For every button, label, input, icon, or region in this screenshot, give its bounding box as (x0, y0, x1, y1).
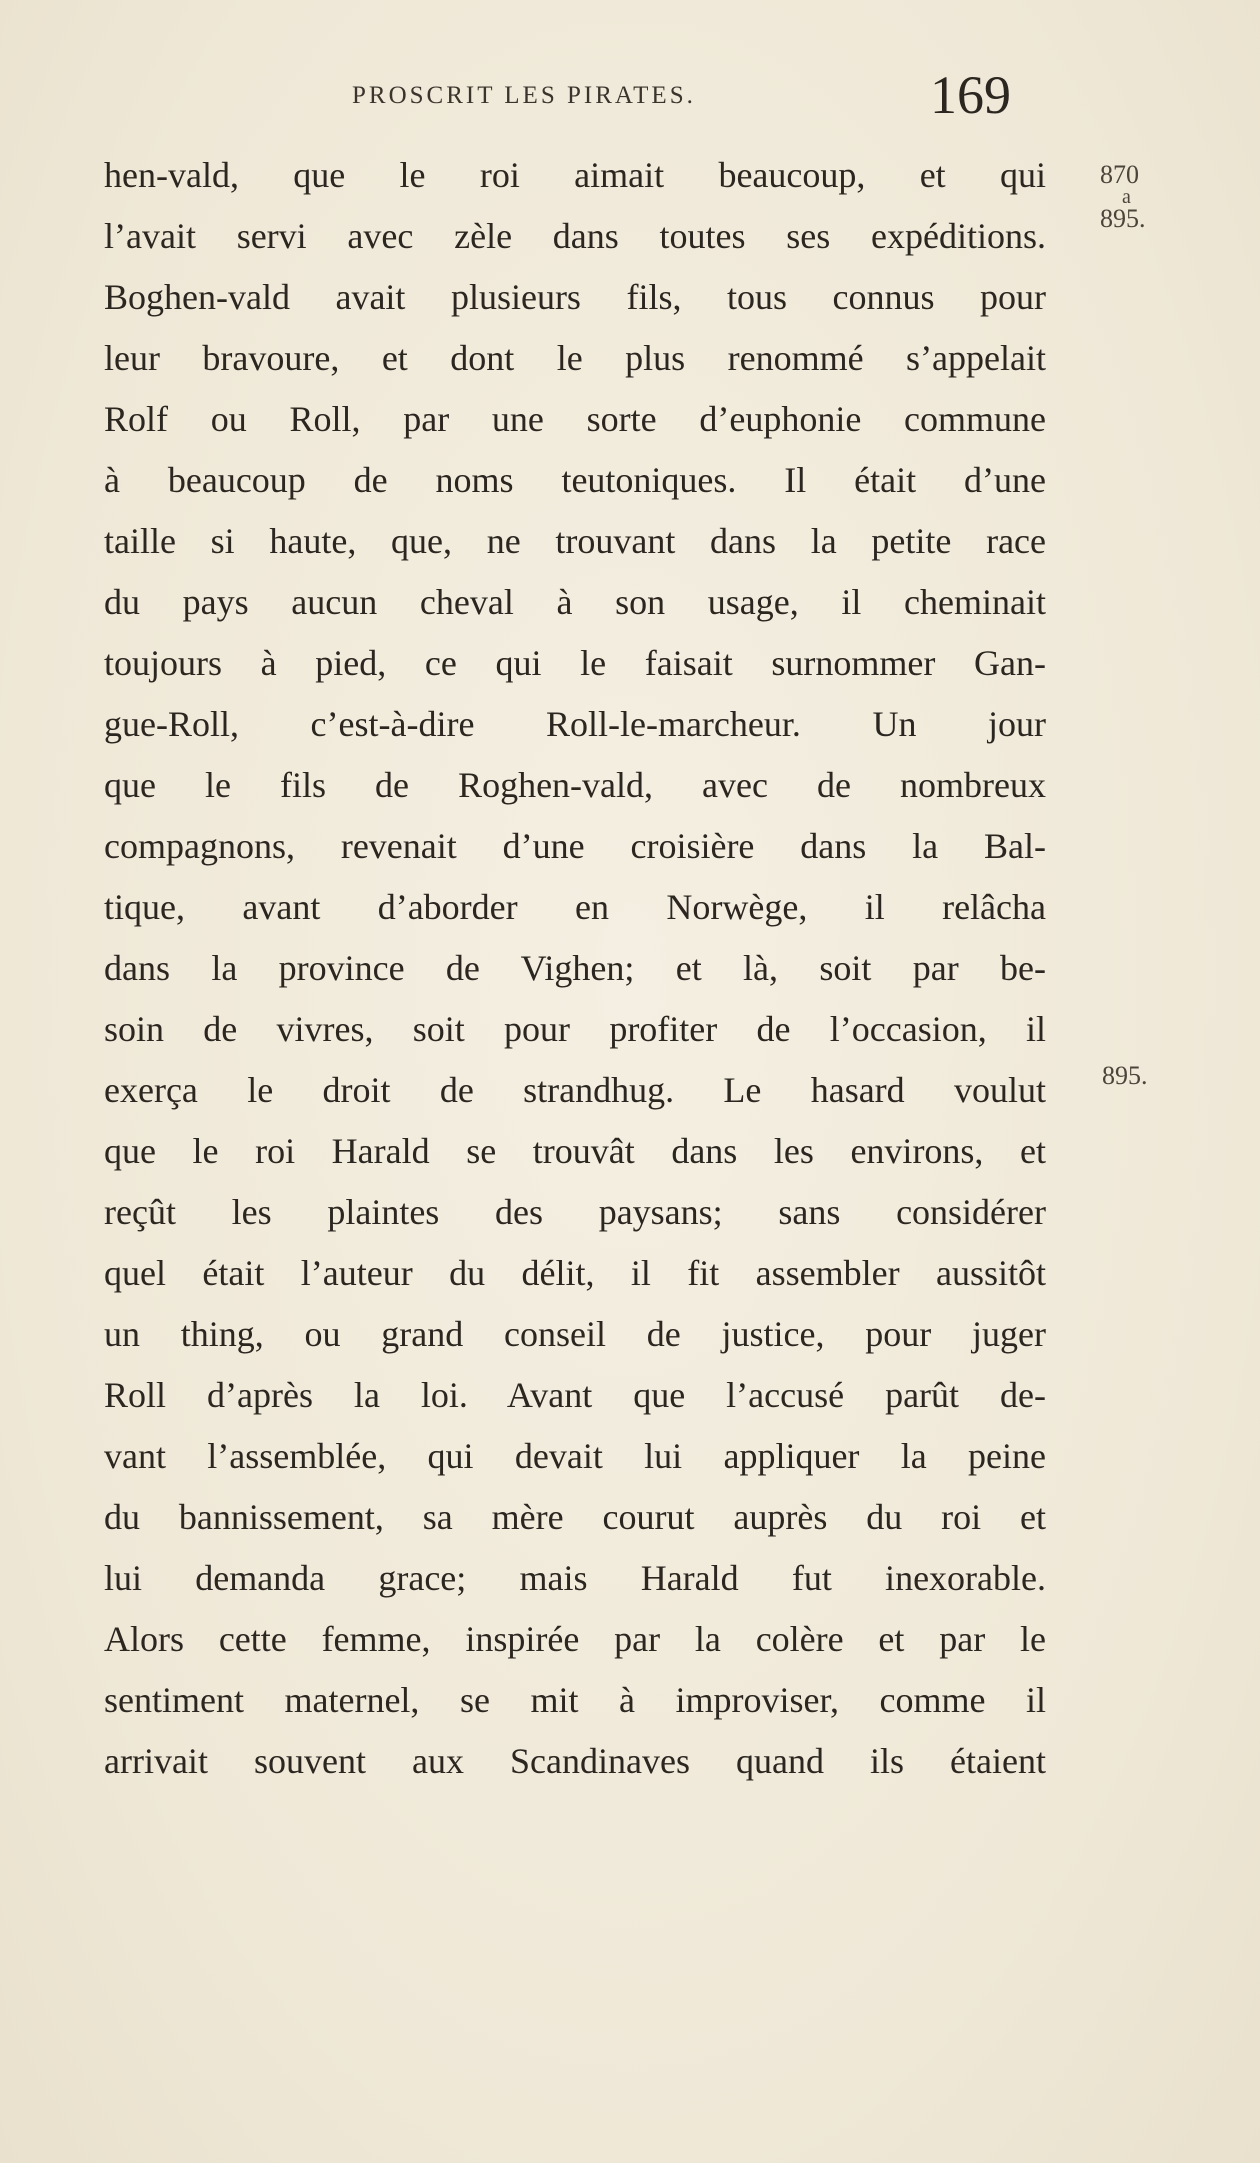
body-text (104, 145, 1046, 1792)
running-title: PROSCRIT LES PIRATES. (352, 82, 696, 109)
text-line: quel était l’auteur du délit, il fit assembler aussitôt (104, 1253, 1046, 1293)
text-line: l’avait servi avec zèle dans toutes ses expéditions. (104, 216, 1046, 256)
margin-date-separator: a (1122, 186, 1131, 208)
text-line: sentiment maternel, se mit à improviser, comme il (104, 1680, 1046, 1720)
text-line: toujours à pied, ce qui le faisait surnommer Gan- (104, 643, 1046, 683)
text-line: leur bravoure, et dont le plus renommé s’appelait (104, 338, 1046, 378)
text-line: dans la province de Vighen; et là, soit par be- (104, 948, 1046, 988)
text-line: du bannissement, sa mère courut auprès du roi et (104, 1497, 1046, 1537)
text-line: taille si haute, que, ne trouvant dans la petite race (104, 521, 1046, 561)
text-line: tique, avant d’aborder en Norwège, il relâcha (104, 887, 1046, 927)
text-line: du pays aucun cheval à son usage, il cheminait (104, 582, 1046, 622)
text-line: Roll d’après la loi. Avant que l’accusé parût de- (104, 1375, 1046, 1415)
text-line: reçût les plaintes des paysans; sans considérer (104, 1192, 1046, 1232)
text-line: hen-vald, que le roi aimait beaucoup, et qui (104, 155, 1046, 195)
margin-date-end: 895. (1100, 204, 1146, 233)
margin-date-start: 870 (1100, 160, 1139, 189)
margin-date-range (1100, 162, 1200, 232)
text-line: que le roi Harald se trouvât dans les environs, et (104, 1131, 1046, 1171)
text-line: exerça le droit de strandhug. Le hasard voulut (104, 1070, 1046, 1110)
text-line: Alors cette femme, inspirée par la colère et par le (104, 1619, 1046, 1659)
text-line: gue-Roll, c’est-à-dire Roll-le-marcheur. Un jour (104, 704, 1046, 744)
text-line: Boghen-vald avait plusieurs fils, tous connus pour (104, 277, 1046, 317)
margin-date-second: 895. (1102, 1061, 1148, 1090)
text-line: lui demanda grace; mais Harald fut inexorable. (104, 1558, 1046, 1598)
text-line: un thing, ou grand conseil de justice, pour juger (104, 1314, 1046, 1354)
text-line: à beaucoup de noms teutoniques. Il était d’une (104, 460, 1046, 500)
page-number: 169 (930, 65, 1011, 125)
text-line: arrivait souvent aux Scandinaves quand ils étaient (104, 1741, 1046, 1781)
text-line: vant l’assemblée, qui devait lui appliquer la peine (104, 1436, 1046, 1476)
text-line: que le fils de Roghen-vald, avec de nombreux (104, 765, 1046, 805)
text-line: Rolf ou Roll, par une sorte d’euphonie commune (104, 399, 1046, 439)
text-line: compagnons, revenait d’une croisière dans la Bal- (104, 826, 1046, 866)
text-line: soin de vivres, soit pour profiter de l’occasion, il (104, 1009, 1046, 1049)
